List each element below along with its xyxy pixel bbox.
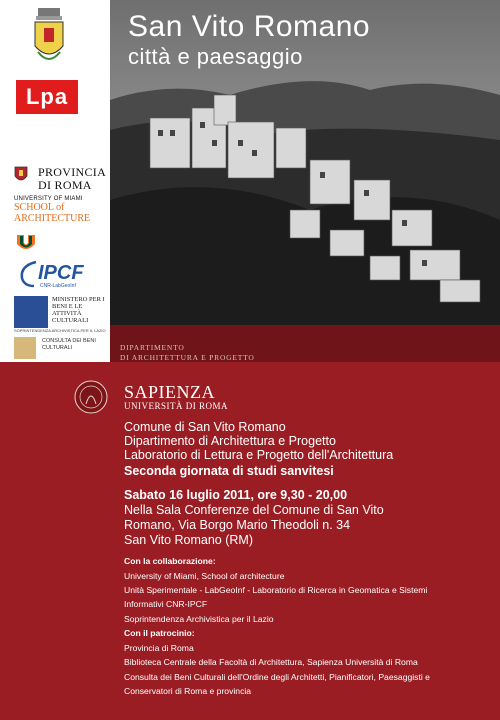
consulta-text: CONSULTA DEI BENI CULTURALI — [42, 338, 96, 351]
consulta-beni-culturali-logo — [14, 337, 106, 361]
cnr-ipcf-logo — [18, 260, 104, 290]
miami-line1: UNIVERSITY OF MIAMI — [14, 196, 83, 202]
department-strip — [110, 325, 500, 362]
event-date: Sabato 16 luglio 2011, ore 9,30 - 20,00 — [124, 488, 348, 502]
event-venue-1: Nella Sala Conferenze del Comune di San Vito — [124, 503, 384, 517]
provincia-shield-icon — [14, 166, 28, 184]
university-subname: UNIVERSITÀ DI ROMA — [124, 401, 228, 411]
provincia-line2: DI ROMA — [38, 178, 92, 192]
sapienza-seal-icon — [74, 380, 108, 414]
mibac-bottom-text: SOPRINTENDENZA ARCHIVISTICA PER IL LAZIO — [14, 328, 106, 333]
mibac-logo — [14, 296, 106, 332]
miami-u-icon — [16, 234, 36, 250]
lpa-logo: Lpa — [16, 80, 78, 114]
miami-line2: SCHOOL of — [14, 202, 65, 213]
event-venue-2: Romano, Via Borgo Mario Theodoli n. 34 — [124, 518, 351, 532]
patronage-item-4: Conservatori di Roma e provincia — [124, 686, 252, 696]
sponsor-logo-column — [0, 0, 110, 362]
event-venue-3: San Vito Romano (RM) — [124, 533, 253, 547]
mibac-emblem-icon — [14, 296, 48, 328]
collaboration-item-2: Unità Sperimentale - LabGeoInf - Laboratorio di Ricerca in Geomatica e Sistemi — [124, 585, 428, 595]
organizer-1: Comune di San Vito Romano — [124, 420, 286, 434]
page-subtitle: città e paesaggio — [128, 44, 303, 69]
ipcf-text: IPCF — [38, 262, 84, 284]
university-name: SAPIENZA — [124, 382, 216, 402]
patronage-item-3: Consulta dei Beni Culturali dell'Ordine degli Architetti, Pianificatori, Paesaggisti e — [124, 672, 430, 682]
patronage-item-2: Biblioteca Centrale della Facoltà di Architettura, Sapienza Università di Roma — [124, 657, 418, 667]
consulta-emblem-icon — [14, 337, 36, 359]
mibac-text: MINISTERO PER I BENI E LE ATTIVITÀ CULTURALI — [52, 296, 105, 324]
organizer-2: Dipartimento di Architettura e Progetto — [124, 434, 336, 448]
collaboration-item-1: University of Miami, School of architecture — [124, 571, 285, 581]
collaboration-heading: Con la collaborazione: — [124, 556, 216, 566]
patronage-item-1: Provincia di Roma — [124, 643, 194, 653]
event-info-panel — [0, 362, 500, 720]
provincia-line1: PROVINCIA — [38, 165, 107, 179]
department-line2: DI ARCHITETTURA E PROGETTO — [120, 353, 255, 362]
ipcf-subtext: CNR-LabGeoInf — [40, 283, 76, 289]
town-coat-of-arms-icon — [32, 8, 66, 66]
patronage-heading: Con il patrocinio: — [124, 628, 195, 638]
provincia-di-roma-logo — [14, 164, 108, 194]
event-name: Seconda giornata di studi sanvitesi — [124, 464, 334, 478]
page-title: San Vito Romano — [128, 10, 371, 43]
miami-line3: ARCHITECTURE — [14, 213, 91, 224]
ipcf-swoosh-icon — [18, 260, 40, 288]
collaboration-item-4: Soprintendenza Archivistica per il Lazio — [124, 614, 274, 624]
town-photo — [110, 0, 500, 325]
university-of-miami-logo — [14, 196, 108, 224]
department-line1: DIPARTIMENTO — [120, 343, 185, 352]
organizer-3: Laboratorio di Lettura e Progetto dell'Architettura — [124, 448, 394, 462]
collaboration-item-3: Informativi CNR-IPCF — [124, 599, 208, 609]
